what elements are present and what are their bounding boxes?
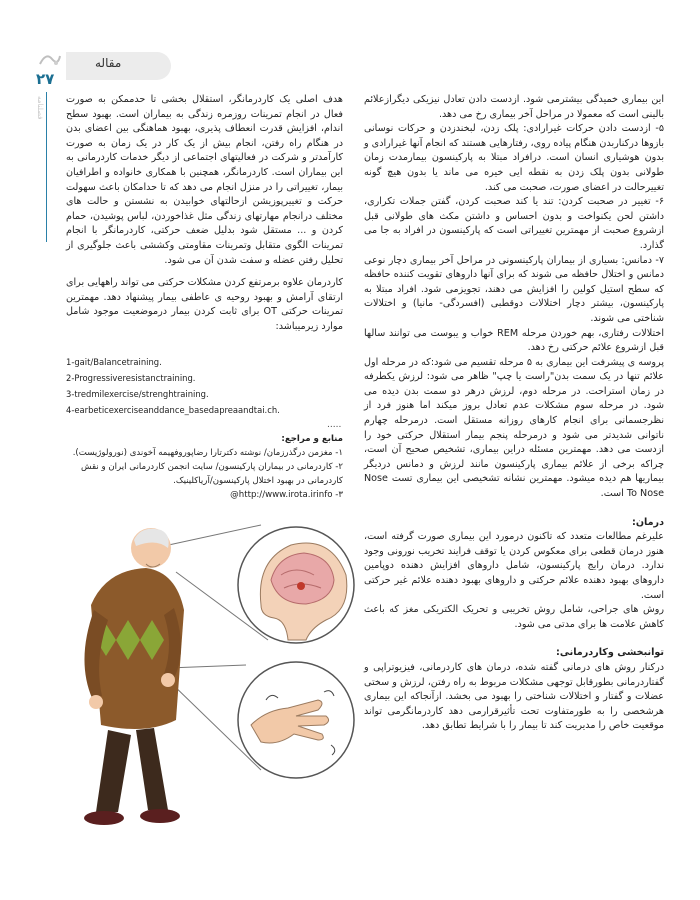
section-heading-treatment: درمان:	[631, 516, 664, 528]
paragraph: اختلالات رفتاری، بهم خوردن مرحله REM خواب و یبوست می توانند سالها قبل ازشروع علائم حرکتی رخ دهد.	[364, 327, 664, 354]
right-column	[364, 93, 664, 734]
margin-rule	[46, 92, 47, 242]
hand-tremor-inset	[238, 662, 354, 778]
list-item: 3-tredmilexercise/strenghtraining.	[66, 389, 209, 399]
list-item: 4-earbeticexerciseanddance_basedapreaandtai.ch.	[66, 405, 280, 415]
references	[66, 432, 343, 502]
page-number: ۲۷	[36, 70, 55, 88]
section-heading-rehab: توانبخشی وکاردرمانی:	[556, 647, 664, 659]
paragraph: پروسه ی پیشرفت این بیماری به ۵ مرحله تقسیم می شود:که در مرحله اول علائم تنها در یک سمت بدن"راست یا چپ" ظاهر می شود: لرزش یکطرفه در زمان استراحت. در مرحله دوم، لرزش درهر دو سمت بدن دیده می شود. در مرحله سوم مشکلات عدم تعادل بروز میکند اما هنوز فرد از نظرجسمانی برای انجام کارهای روزانه مستقل است. درمرحله چهارم ناتوانی شدیدتر می شود و درمرحله پنجم بیمار استقلال حرکتی خود را ازدست می دهد. مهمترین مسئله دراین بیماری، تشخیص صحیح آن است، چراکه برخی از علائم بیماری پارکینسون مانند لرزش و دمانس دردیگر بیماریها هم دیده میشود. مهمترین نشانه تشخیصی این بیماری تست Nose To Nose است.	[364, 356, 664, 500]
references-title: منابع و مراجع:	[281, 434, 343, 444]
paragraph: علیرغم مطالعات متعدد که تاکنون درمورد این بیماری صورت گرفته است، هنوز درمان قطعی برای معکوس کردن یا توقف فرایند تخریب نورونی وجود ندارد. درمان رایج پارکینسون، شامل داروهای افزایش دهنده دوپامین داروهای بهبود دهنده علائم حرکتی و داروهای بهبود دهنده علائم غیر حرکتی است.	[364, 531, 664, 601]
brain-inset	[238, 527, 354, 643]
paragraph: روش های جراحی، شامل روش تخریبی و تحریک الکتریکی مغز که باعث کاهش علامت ها برای مدتی می شود.	[364, 604, 664, 630]
reference-item: ۲- کاردرمانی در بیماران پارکینسون/ سایت انجمن کاردرمانی ایران و نقش کاردرمانی در بهبود اختلال پارکینسون/آریاکلینیک.	[81, 462, 343, 486]
exercise-list	[66, 354, 343, 418]
section-label: مقاله	[95, 56, 122, 70]
paragraph: کاردرمان علاوه برمرتفع کردن مشکلات حرکتی می تواند راههایی برای ارتقای آرامش و بهبود روحیه ی عاطفی بیمار پیشنهاد دهد. مهمترین تمرینات حرکتی OT برای ثابت کردن بیمار درموضعیت موجود شامل موارد زیرمیباشد:	[66, 277, 343, 332]
elderly-man	[84, 528, 184, 825]
paragraph: این بیماری خمیدگی بیشترمی شود. ازدست دادن تعادل نیزیکی دیگرازعلائم بالینی است که معمولا در مراحل آخر بیماری رخ می دهد.	[364, 94, 664, 120]
paragraph: هدف اصلی یک کاردرمانگر، استقلال بخشی تا حدممکن به صورت فعال در انجام تمرینات روزمره زندگی به بیماران است. بهبود سطح اندام، افزایش قدرت انعطاف پذیری، بهبود هماهنگی بین اعضای بدن در هنگام راه رفتن، انجام بیش از یک کار در یک زمان به صورت کارآمدتر و شرکت در فعالیتهای اجتماعی از دیگر خدمات کاردرمانی به این بیماران است. کاردرمانگر، همچنین با همکاری خانواده و اطرافیان بیمار، تغییراتی را در منزل انجام می دهد که تا حدامکان باعث سهولت حرکت و تغییرپوزیشن ازحالتهای خوابیدن به نشستن و حالت های مختلف درانجام مهارتهای زندگی مثل غذاخوردن، لباس پوشیدن، حمام کردن و ... مستقل شود بدلیل ضعف حرکتی، کاردرمانگر با انجام تمرینات الگوی متقابل وتمرینات مقاومتی وکششی باعث جلوگیری از تحلیل رفتن عضله و سفت شدن آن می شود.	[66, 94, 343, 266]
left-column	[66, 93, 343, 335]
margin-vertical-text: فصلنامه	[36, 96, 44, 120]
list-item: 2-Progressiveresistanctraining.	[66, 373, 196, 383]
magazine-logo-icon	[38, 50, 62, 68]
reference-item: ۳- http://www.irota.irinfo@	[230, 490, 343, 500]
paragraph: ۶- تغییر در صحبت کردن: تند یا کند صحبت کردن، گفتن جملات تکراری، داشتن لحن یکنواخت و بدون احساس و داشتن مکث های طولانی قبل ازشروع صحبت از مهمترین تغییراتی است که پارکینسون در افراد به جا می گذارد.	[364, 196, 664, 251]
list-item: 1-gait/Balancetraining.	[66, 357, 162, 367]
parkinson-patient-illustration	[56, 520, 356, 860]
separator-dots: .....	[327, 420, 342, 430]
paragraph: درکنار روش های درمانی گفته شده، درمان های کاردرمانی، فیزیوتراپی و گفتاردرمانی بطورقابل توجهی مشکلات مربوط به راه رفتن، لرزش و سختی عضلات و گفتار و اختلالات شناختی را بهبود می بخشد. ازآنجاکه این بیماری هرشخصی را به طورمتفاوت تحت تأثیرقرارمی دهد کاردرمانگرمی تواند موقعیت خاص را مدیریت کند تا بیمار را با شرایط تطابق دهد.	[364, 661, 664, 732]
paragraph: ۷- دمانس: بسیاری از بیماران پارکینسونی در مراحل آخر بیماری دچار نوعی دمانس و اختلال حافظه می شوند که برای آنها داروهای تقویت کننده حافظه که سطح استیل کولین را افزایش می دهند، تجویزمی شود. افراد مبتلا به پارکینسون، بیشتر دچار اختلالات دوقطبی (افسردگی- مانیا) و اختلالات شناختی می شوند.	[364, 254, 664, 324]
reference-item: ۱- مغزمن درگذرزمان/ نوشته دکترتارا رضاپوروفهیمه آخوندی (نورولوژیست).	[72, 448, 343, 458]
paragraph: ۵- ازدست دادن حرکات غیرارادی: پلک زدن، لبخندزدن و حرکات نوسانی بازوها درکناربدن هنگام پیاده روی، رفتارهایی هستند که انجام آنها غیرارادی و بدون هوشیاری انسان است. درافراد مبتلا به پارکینسون بیمارمدت زمان طولانی بدون پلک زدن به نقطه ایی خیره می ماند یا بدون هیچ گونه تغییرحالت در اعضای صورت، صحبت می کند.	[364, 123, 664, 193]
